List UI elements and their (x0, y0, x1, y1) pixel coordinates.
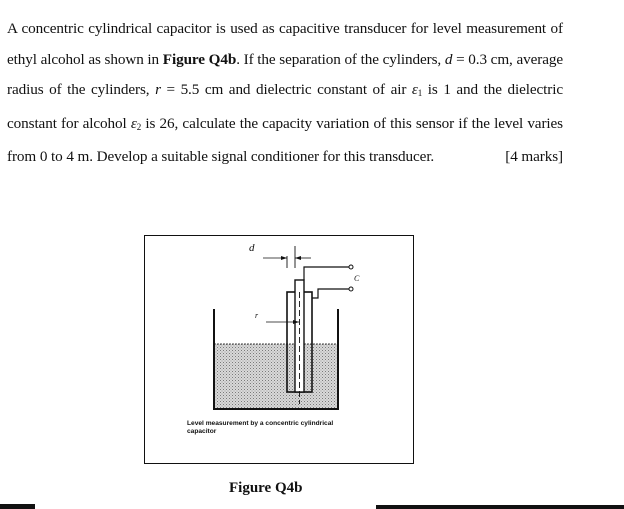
label-d: d (249, 242, 255, 254)
symbol-d: d (444, 50, 453, 68)
figure-box (144, 235, 414, 464)
subscript-2: 2 (136, 121, 142, 132)
terminal-bottom (349, 287, 353, 291)
marks-label: [4 marks] (505, 148, 563, 165)
inner-lead-wire (304, 267, 349, 280)
caption-line: capacitor (187, 428, 217, 435)
figure-title: Figure Q4b (229, 480, 303, 496)
alcohol-liquid (214, 344, 338, 408)
symbol-epsilon-1: ε (411, 81, 418, 98)
label-c: C (354, 274, 360, 283)
question-text (7, 14, 563, 173)
symbol-r: r (155, 81, 161, 98)
figure-reference: Figure Q4b (162, 50, 237, 68)
d-arrowhead-right (295, 256, 301, 260)
figure-inner-caption (187, 420, 407, 436)
question-text-part: A concentric cylindrical capacitor is used as capacitive transducer for level measurement of ethyl alcohol as shown in (7, 20, 563, 68)
bottom-edge-bar (0, 504, 35, 509)
question-text-part: = 5.5 cm and dielectric constant of air (160, 81, 412, 98)
question-text-part: is 26, calculate the capacity variation of this sensor if the level varies from 0 to 4 m. Develop a suitable signal conditioner for this transducer. (7, 114, 563, 165)
label-r: r (255, 311, 259, 320)
subscript-1: 1 (417, 88, 423, 98)
question-text-part: = 0.3 cm, average radius of the cylinders, (7, 50, 563, 98)
caption-line: Level measurement by a concentric cylindrical (187, 420, 334, 427)
symbol-epsilon-2: ε (130, 114, 137, 132)
bottom-edge-bar (376, 505, 624, 509)
question-text-part: . If the separation of the cylinders, (236, 50, 445, 68)
outer-lead-wire (312, 289, 349, 298)
d-arrowhead-left (281, 256, 287, 260)
question-text-part: is 1 and the dielectric constant for alcohol (7, 81, 563, 132)
terminal-top (349, 265, 353, 269)
